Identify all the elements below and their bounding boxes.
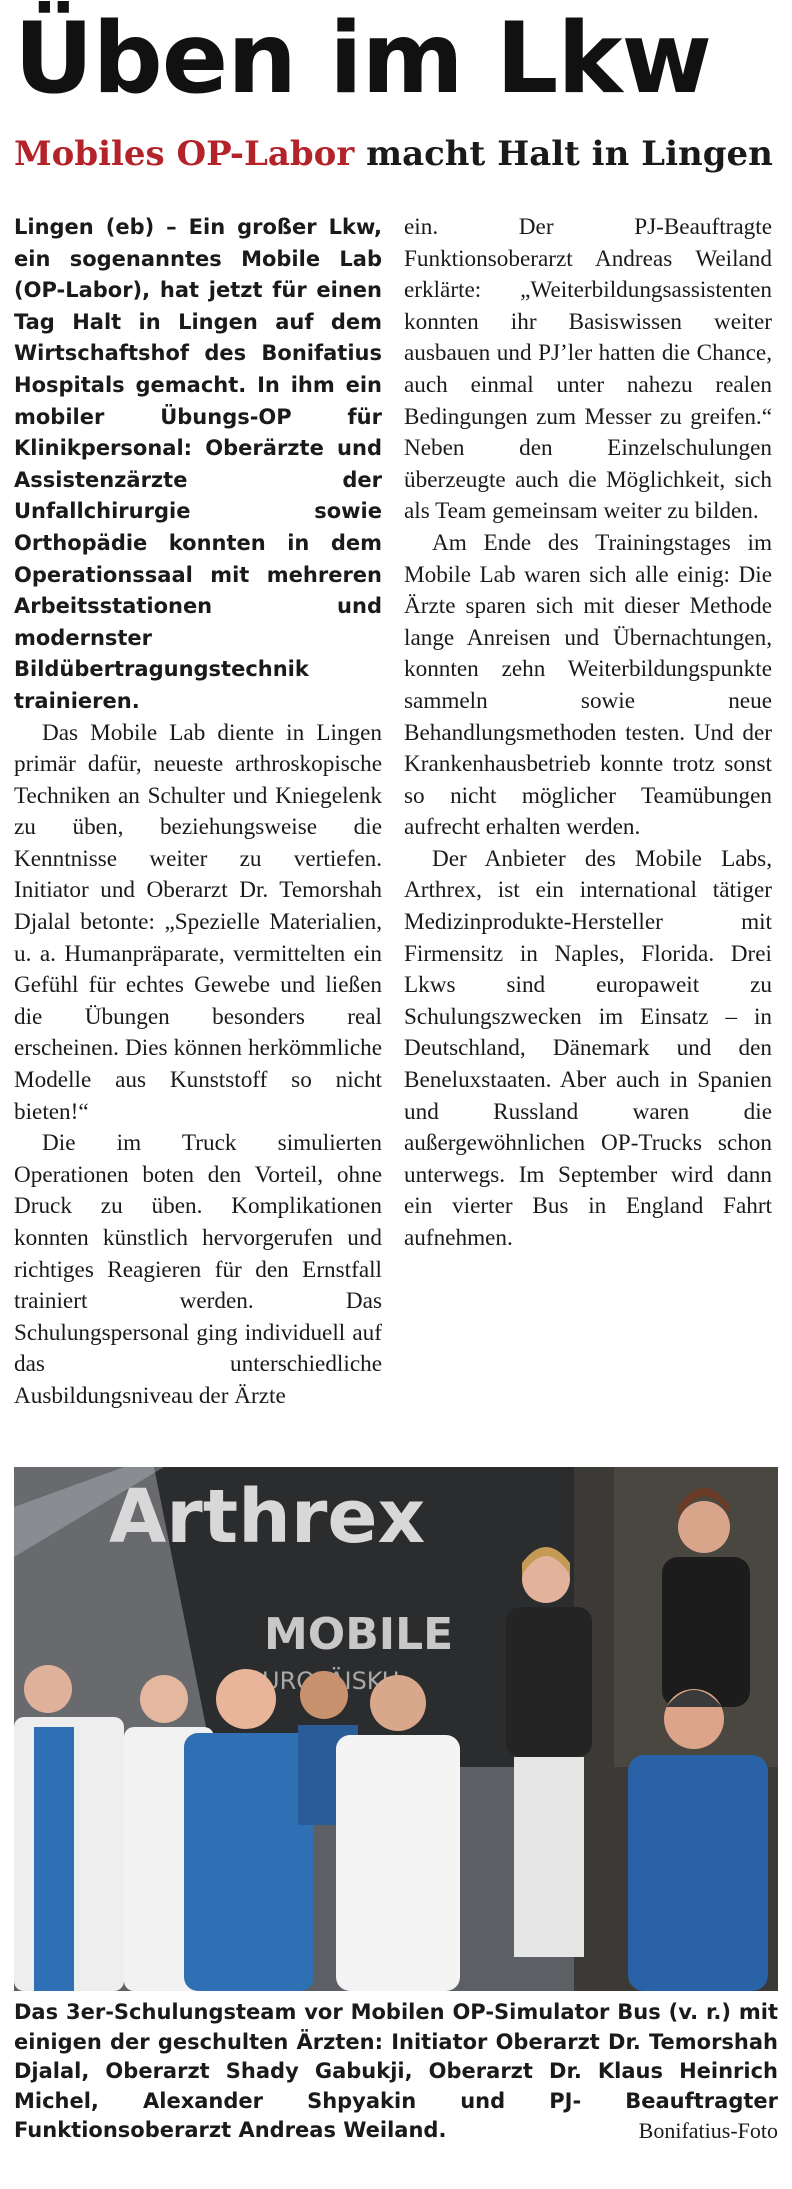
paragraph-4: Der Anbieter des Mobile Labs, Arthrex, ist ein international tätiger Medizinprodukte-Hersteller mit Firmensitz in Naples, Florida. Drei Lkws sind europaweit zu Schulungszwecken im Einsatz – in Deutschland, Dänemark und den Beneluxstaaten. Aber auch in Spanien und Russland waren die außergewöhnlichen OP-Trucks schon unterwegs. Im September wird dann ein vierter Bus in England Fahrt aufnehmen. — [404, 845, 772, 1251]
paragraph-2-continued: ein. Der PJ-Beauftragte Funktionsoberarzt Andreas Weiland erklärte: „Weiterbildungsassistenten konnten ihr Basiswissen weiter ausbauen und PJ’ler hatten die Chance, auch einmal unter nahezu realen Bedingungen zum Messer zu greifen.“ Neben den Einzelschulungen überzeugte auch die Möglichkeit, sich als Team gemeinsam weiter zu bilden. — [404, 214, 772, 525]
team-photo — [14, 1467, 778, 1991]
subheadline — [14, 132, 784, 176]
paragraph-1: Das Mobile Lab diente in Lingen primär dafür, neueste arthroskopische Techniken an Schulter und Kniegelenk zu üben, beziehungsweise die Kenntnisse weiter zu vertiefen. Initiator und Oberarzt Dr. Temorshah Djalal betonte: „Spezielle Materialien, u. a. Humanpräparate, vermittelten ein Gefühl für echtes Gewebe und ließen die Übungen besonders real erscheinen. Dies können herkömmliche Modelle aus Kunststoff so nicht bieten!“ — [14, 719, 382, 1125]
team-photo-illustration — [14, 1467, 778, 1991]
caption-text: Das 3er-Schulungsteam vor Mobilen OP-Simulator Bus (v. r.) mit einigen der geschulten Ärzten: Initiator Oberarzt Dr. Temorshah Djalal, Oberarzt Shady Gabukji, Oberarzt Dr. Klaus Heinrich Michel, Alexander Shpyakin und PJ- Beauftragter Funktionsoberarzt Andreas Weiland. — [14, 2000, 778, 2142]
photo-credit: Bonifatius-Foto — [638, 2118, 778, 2143]
article-column-left — [14, 212, 382, 1413]
subheadline-rest: macht Halt in Lingen — [354, 134, 773, 174]
lead-paragraph: Lingen (eb) – Ein großer Lkw, ein sogenanntes Mobile Lab (OP-Labor), hat jetzt für einen Tag Halt in Lingen auf dem Wirtschaftshof des Bonifatius Hospitals gemacht. In ihm ein mobiler Übungs-OP für Klinikpersonal: Oberärzte und Assistenzärzte der Unfallchirurgie sowie Orthopädie konnten in dem Operationssaal mit mehreren Arbeitsstationen und modernster Bildübertragungstechnik trainieren. — [14, 215, 382, 713]
paragraph-2: Die im Truck simulierten Operationen boten den Vorteil, ohne Druck zu üben. Komplikationen konnten künstlich hervorgerufen und richtiges Reagieren für den Ernstfall trainiert werden. Das Schulungspersonal ging individuell auf das unterschiedliche Ausbildungsniveau der Ärzte — [14, 1130, 382, 1409]
truck-brand-text: Arthrex — [109, 1474, 426, 1560]
article-column-right — [404, 212, 772, 1255]
subheadline-accent: Mobiles OP-Labor — [14, 134, 355, 174]
paragraph-3: Am Ende des Trainingstages im Mobile Lab waren sich alle einig: Die Ärzte sparen sich mit dieser Methode lange Anreisen und Übernachtungen, konnten zehn Weiterbildungspunkte sammeln sowie neue Behandlungsmethoden testen. Und der Krankenhausbetrieb konnte trotz sonst so nicht möglicher Teamübungen aufrecht erhalten werden. — [404, 529, 772, 841]
photo-caption — [14, 1998, 778, 2146]
headline: Üben im Lkw — [14, 2, 712, 116]
truck-mobile-text: MOBILE — [264, 1609, 454, 1660]
